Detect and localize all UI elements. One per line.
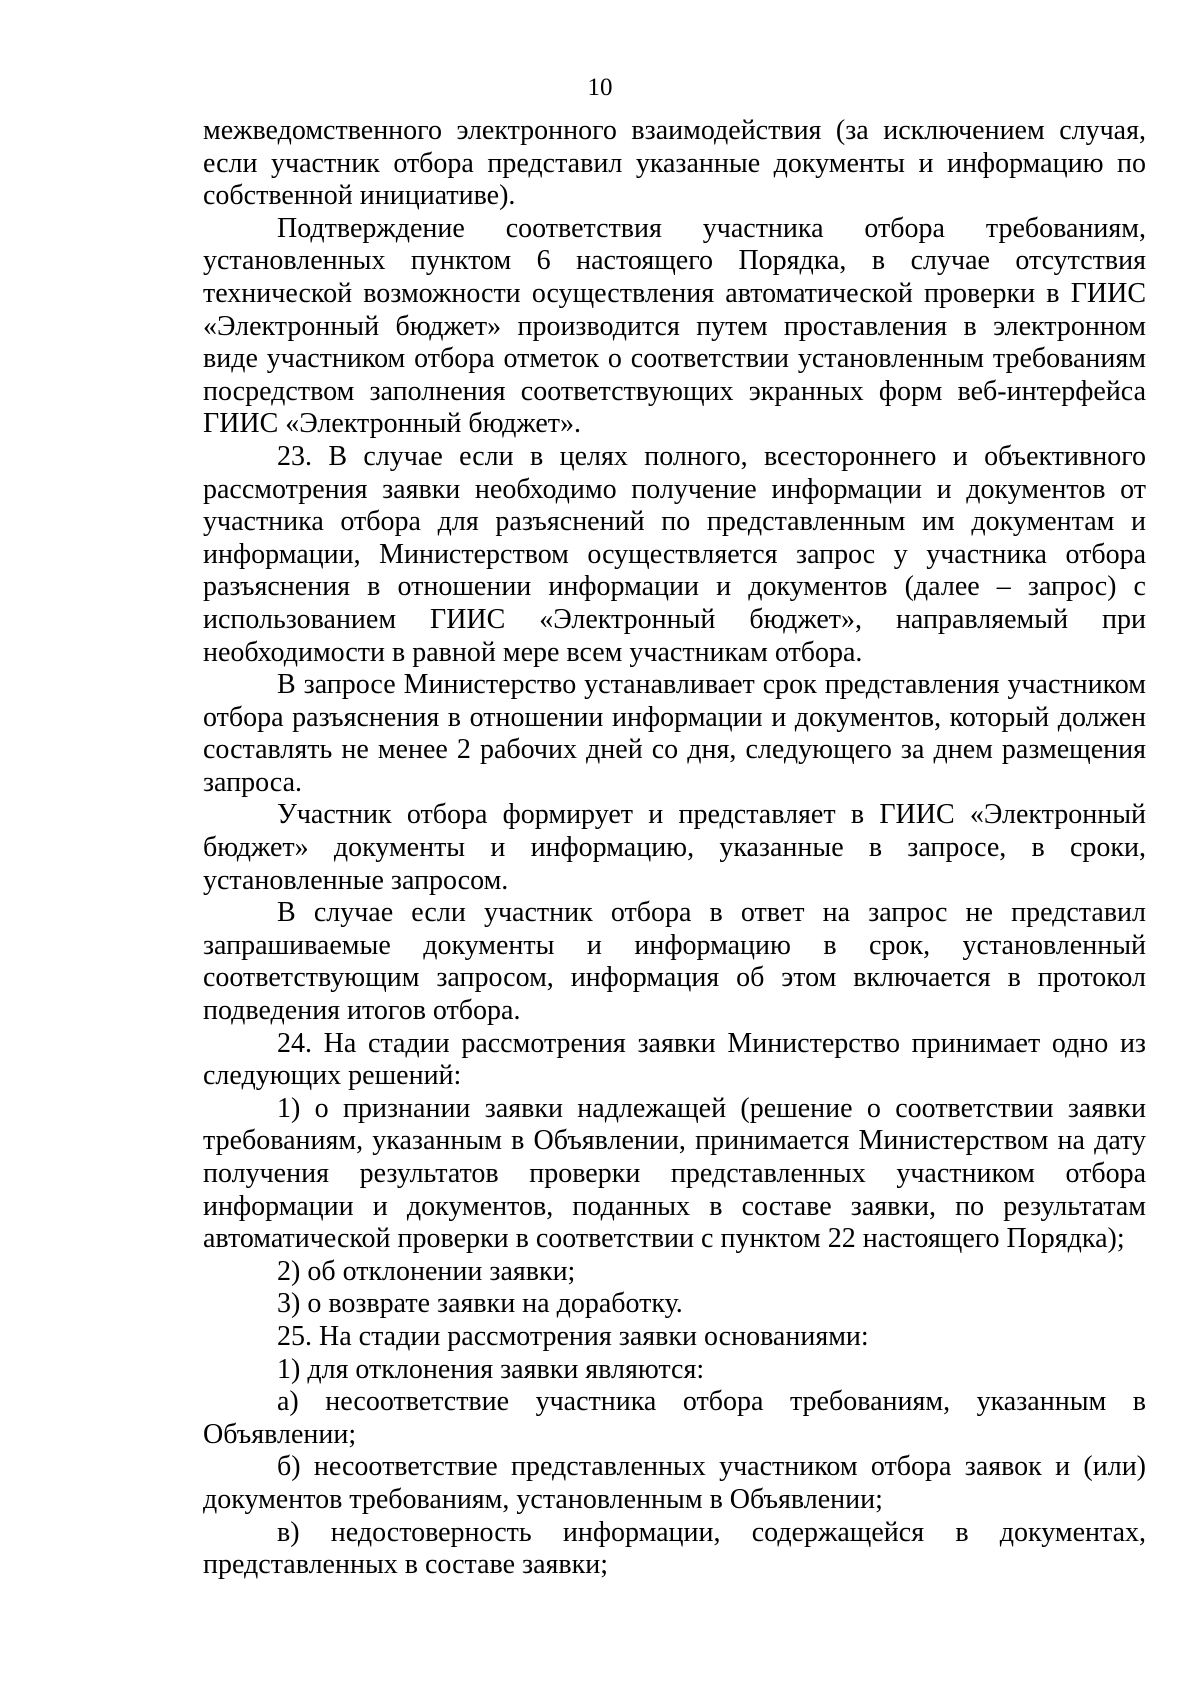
paragraph: В случае если участник отбора в ответ на запрос не представил запрашиваемые документы и информацию в срок, установленный соответствующим запросом, информация об этом включается в протокол подведения итогов отбора. (203, 897, 1146, 1027)
paragraph: 3) о возврате заявки на доработку. (277, 1288, 683, 1320)
paragraph: а) несоответствие участника отбора требованиям, указанным в Объявлении; (203, 1386, 1146, 1450)
paragraph: В запросе Министерство устанавливает срок представления участником отбора разъяснения в отношении информации и документов, который должен составлять не менее 2 рабочих дней со дня, следующего за днем размещения запроса. (203, 669, 1146, 798)
paragraph: Подтверждение соответствия участника отбора требованиям, установленных пунктом 6 настоящего Порядка, в случае отсутствия технической возможности осуществления автоматической проверки в ГИИС «Электронный бюджет» производится путем проставления в электронном виде участником отбора отметок о соответствии установленным требованиям посредством заполнения соответствующих экранных форм веб-интерфейса ГИИС «Электронный бюджет». (203, 212, 1146, 440)
paragraph: 23. В случае если в целях полного, всестороннего и объективного рассмотрения заявки необходимо получение информации и документов от участника отбора для разъяснений по представленным им документам и информации, Министерством осуществляется запрос у участника отбора разъяснения в отношении информации и документов (далее – запрос) с использованием ГИИС «Электронный бюджет», направляемый при необходимости в равной мере всем участникам отбора. (203, 440, 1146, 668)
paragraph: 1) о признании заявки надлежащей (решение о соответствии заявки требованиям, указанным в Объявлении, принимается Министерством на дату получения результатов проверки представленных участником отбора информации и документов, поданных в составе заявки, по результатам автоматической проверки в соответствии с пунктом 22 настоящего Порядка); (203, 1092, 1146, 1255)
paragraph: 1) для отклонения заявки являются: (277, 1353, 705, 1385)
paragraph: Участник отбора формирует и представляет в ГИИС «Электронный бюджет» документы и информацию, указанные в запросе, в сроки, установленные запросом. (203, 799, 1146, 896)
page-number: 10 (587, 74, 613, 101)
paragraph: 25. На стадии рассмотрения заявки основаниями: (277, 1320, 869, 1352)
paragraph: б) несоответствие представленных участником отбора заявок и (или) документов требованиям, установленным в Объявлении; (203, 1451, 1146, 1515)
paragraph: в) недостоверность информации, содержащейся в документах, представленных в составе заявки; (203, 1516, 1146, 1581)
document-body (203, 115, 1146, 1582)
paragraph: 24. На стадии рассмотрения заявки Министерство принимает одно из следующих решений: (203, 1027, 1146, 1092)
paragraph: межведомственного электронного взаимодействия (за исключением случая, если участник отбора представил указанные документы и информацию по собственной инициативе). (203, 115, 1146, 212)
paragraph: 2) об отклонении заявки; (277, 1255, 576, 1287)
